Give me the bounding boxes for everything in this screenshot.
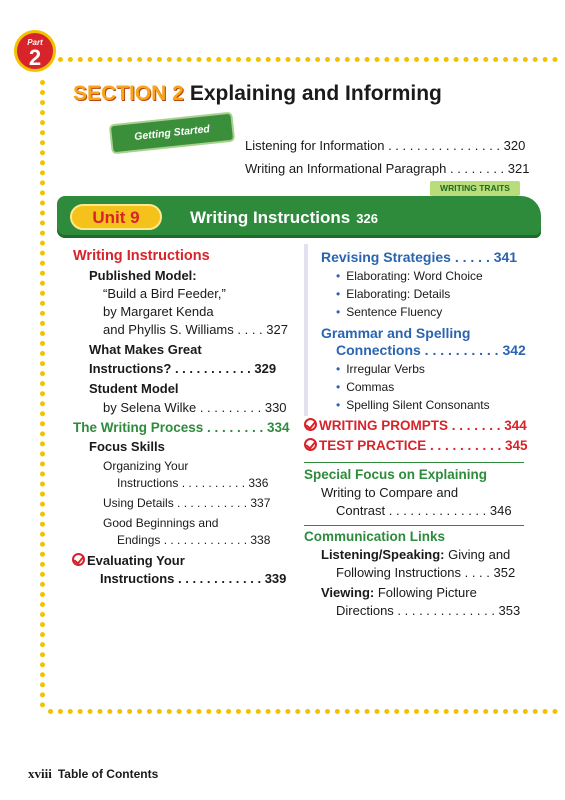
listening-speaking-line1 <box>321 547 510 562</box>
heading-special-focus[interactable]: Special Focus on Explaining <box>304 467 488 482</box>
revising-item-word-choice[interactable]: • Elaborating: Word Choice <box>336 269 483 283</box>
revising-label: Revising Strategies . . . . . 341 <box>321 249 518 265</box>
part-badge <box>14 30 56 72</box>
viewing-line2[interactable]: Directions . . . . . . . . . . . . . . 353 <box>336 603 521 618</box>
divider-rule <box>304 462 524 463</box>
good-beginnings-line2[interactable]: Endings . . . . . . . . . . . . . 338 <box>117 533 271 547</box>
part-word: Part <box>27 38 43 47</box>
good-beginnings-line1: Good Beginnings and <box>103 516 219 530</box>
heading-writing-process[interactable]: The Writing Process . . . . . . . . 334 <box>73 420 290 435</box>
section-number: SECTION 2 <box>73 82 184 105</box>
heading-grammar-line2[interactable]: Connections . . . . . . . . . . 342 <box>336 342 526 358</box>
unit-page-number: 326 <box>356 211 378 226</box>
column-divider <box>304 244 308 416</box>
checkmark-icon <box>304 418 317 431</box>
focus-skills-label: Focus Skills <box>89 439 165 454</box>
using-details[interactable]: Using Details . . . . . . . . . . . 337 <box>103 496 271 510</box>
evaluating-line2[interactable]: Instructions . . . . . . . . . . . . 339 <box>100 571 287 586</box>
getting-started-banner: Getting Started <box>111 114 233 152</box>
published-model-title[interactable]: “Build a Bird Feeder,” <box>103 286 226 301</box>
heading-revising-strategies[interactable] <box>321 249 517 265</box>
toc-entry-listening[interactable]: Listening for Information . . . . . . . . . . . . . . . . 320 <box>245 138 526 153</box>
what-makes-great-line1: What Makes Great <box>89 342 202 357</box>
student-model-author[interactable]: by Selena Wilke . . . . . . . . . 330 <box>103 400 287 415</box>
heading-writing-instructions[interactable]: Writing Instructions <box>73 248 210 264</box>
unit-title-text: Writing Instructions <box>190 208 351 227</box>
viewing-line1 <box>321 585 477 600</box>
footer-page-number: xviii <box>28 766 52 781</box>
divider-rule <box>304 525 524 526</box>
revising-item-sentence-fluency[interactable]: • Sentence Fluency <box>336 305 442 319</box>
unit-label: Unit 9 <box>92 208 140 227</box>
footer <box>28 766 158 782</box>
section-name: Explaining and Informing <box>189 82 442 105</box>
organizing-line1: Organizing Your <box>103 459 189 473</box>
checkmark-icon <box>304 438 317 451</box>
toc-entry-informational-paragraph[interactable]: Writing an Informational Paragraph . . . . . . . . 321 <box>245 161 530 176</box>
section-title <box>73 82 442 106</box>
evaluating-label: Evaluating Your <box>87 553 185 568</box>
student-model-label: Student Model <box>89 381 179 396</box>
dotted-border-left <box>40 80 45 708</box>
unit-title[interactable] <box>190 208 378 228</box>
compare-contrast-line2[interactable]: Contrast . . . . . . . . . . . . . . 346 <box>336 503 512 518</box>
listening-speaking-rest: Giving and <box>444 547 511 562</box>
viewing-label: Viewing: <box>321 585 375 600</box>
part-number: 2 <box>28 45 42 70</box>
grammar-item-silent-consonants[interactable]: • Spelling Silent Consonants <box>336 398 490 412</box>
organizing-line2[interactable]: Instructions . . . . . . . . . . 336 <box>117 476 269 490</box>
viewing-rest: Following Picture <box>374 585 477 600</box>
listening-speaking-line2[interactable]: Following Instructions . . . . 352 <box>336 565 516 580</box>
test-practice-entry[interactable] <box>304 438 528 453</box>
heading-grammar-line1: Grammar and Spelling <box>321 325 471 341</box>
compare-contrast-line1: Writing to Compare and <box>321 485 459 500</box>
test-practice-label: TEST PRACTICE . . . . . . . . . . 345 <box>319 438 528 453</box>
writing-prompts-entry[interactable] <box>304 418 527 433</box>
checkmark-icon <box>72 553 85 566</box>
dotted-border-top <box>58 57 558 62</box>
grammar-item-irregular-verbs[interactable]: • Irregular Verbs <box>336 362 425 376</box>
grammar-item-commas[interactable]: • Commas <box>336 380 394 394</box>
unit-pill <box>70 204 162 230</box>
writing-prompts-label: WRITING PROMPTS . . . . . . . 344 <box>319 418 527 433</box>
footer-title: Table of Contents <box>57 767 159 781</box>
published-model-label: Published Model: <box>89 268 197 283</box>
writing-traits-badge: WRITING TRAITS <box>430 181 520 196</box>
evaluating-line1 <box>72 553 185 568</box>
published-model-author: by Margaret Kenda <box>103 304 214 319</box>
published-model-author-page[interactable]: and Phyllis S. Williams . . . . 327 <box>103 322 288 337</box>
dotted-border-bottom <box>48 709 558 714</box>
revising-item-details[interactable]: • Elaborating: Details <box>336 287 450 301</box>
listening-speaking-label: Listening/Speaking: <box>321 547 445 562</box>
what-makes-great-line2[interactable]: Instructions? . . . . . . . . . . . 329 <box>89 361 277 376</box>
heading-communication-links[interactable]: Communication Links <box>304 529 446 544</box>
